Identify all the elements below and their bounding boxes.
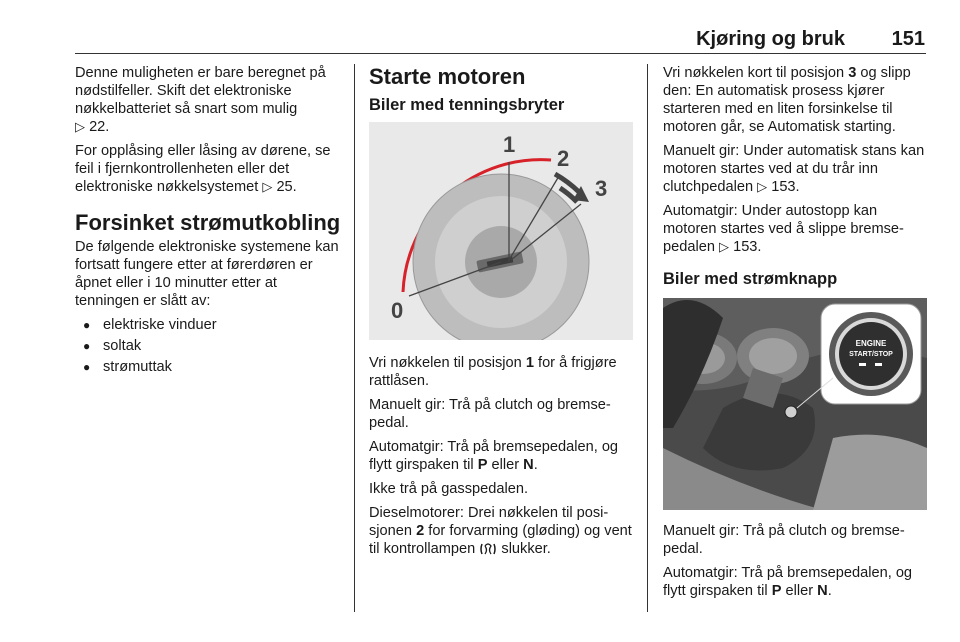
paragraph: Vri nøkkelen kort til posisjon 3 og slipp den: En automatisk prosess kjører starteren med en liten forsinkelse til motoren går, se Automatisk starting. xyxy=(663,65,911,135)
header-rule xyxy=(75,53,926,54)
column-divider xyxy=(647,64,648,612)
paragraph: Vri nøkkelen til posisjon 1 for å frigjøre rattlåsen. xyxy=(369,355,617,389)
paragraph: Denne muligheten er bare beregnet på nødstilfeller. Skift det elektroniske nøkkelbatteriet så snart som mulig ▷ 22. xyxy=(75,65,326,135)
section-heading: Forsinket strømutkobling xyxy=(75,210,341,235)
paragraph: For opplåsing eller låsing av dørene, se feil i fjernkontrollenheten eller det elektroniske nøkkelsystemet ▷ 25. xyxy=(75,143,331,195)
start-stop-label: START/STOP xyxy=(849,351,893,358)
section-title: Kjøring og bruk xyxy=(696,28,845,50)
list-item: ● soltak xyxy=(75,337,343,355)
position-label-0: 0 xyxy=(391,298,404,323)
dashboard-start-button-figure xyxy=(663,298,927,510)
column-middle xyxy=(369,64,633,564)
paragraph: Manuelt gir: Trå på clutch og bremsepedal. xyxy=(369,397,611,431)
page-ref-icon: ▷ xyxy=(262,179,273,194)
engine-label: ENGINE xyxy=(855,339,887,348)
page-number: 151 xyxy=(891,28,925,50)
subsection-heading: Biler med tenningsbryter xyxy=(369,96,565,114)
subsection-heading: Biler med strømknapp xyxy=(663,270,838,288)
paragraph: Automatgir: Under autostopp kan motoren startes ved å slippe bremsepedalen ▷ 153. xyxy=(663,203,904,255)
paragraph: Automatgir: Trå på bremsepedalen, og flytt girspaken til P eller N. xyxy=(663,565,913,599)
page-ref-icon: ▷ xyxy=(75,119,85,134)
column-left xyxy=(75,64,343,379)
paragraph: Manuelt gir: Trå på clutch og bremsepedal. xyxy=(663,523,905,557)
paragraph: De følgende elektroniske systemene kan fortsatt fungere etter at førerdøren er åpnet eller i 10 minutter etter at tenningen er slått av: xyxy=(75,239,339,309)
position-label-2: 2 xyxy=(557,146,570,171)
ignition-switch-figure xyxy=(369,122,633,340)
page-ref-icon: ▷ xyxy=(757,179,768,194)
page-header xyxy=(75,28,925,54)
list-item: ● elektriske vinduer xyxy=(75,316,343,334)
paragraph: Automatgir: Trå på bremsepedalen, og flytt girspaken til P eller N. xyxy=(369,439,619,473)
page-ref-icon: ▷ xyxy=(719,239,730,254)
glow-plug-icon xyxy=(479,542,497,556)
paragraph: Dieselmotorer: Drei nøkkelen til posisjonen 2 for forvarming (gløding) og vent til kontrollampen slukker. xyxy=(369,505,632,557)
column-divider xyxy=(354,64,355,612)
paragraph: Manuelt gir: Under automatisk stans kan motoren startes ved at du trår inn clutchpedalen ▷ 153. xyxy=(663,143,925,195)
paragraph: Ikke trå på gasspedalen. xyxy=(369,481,529,497)
position-label-3: 3 xyxy=(595,176,608,201)
list-item: ● strømuttak xyxy=(75,358,343,376)
column-right xyxy=(663,64,927,606)
section-heading: Starte motoren xyxy=(369,64,526,89)
position-label-1: 1 xyxy=(503,132,516,157)
bullet-list xyxy=(75,316,343,376)
